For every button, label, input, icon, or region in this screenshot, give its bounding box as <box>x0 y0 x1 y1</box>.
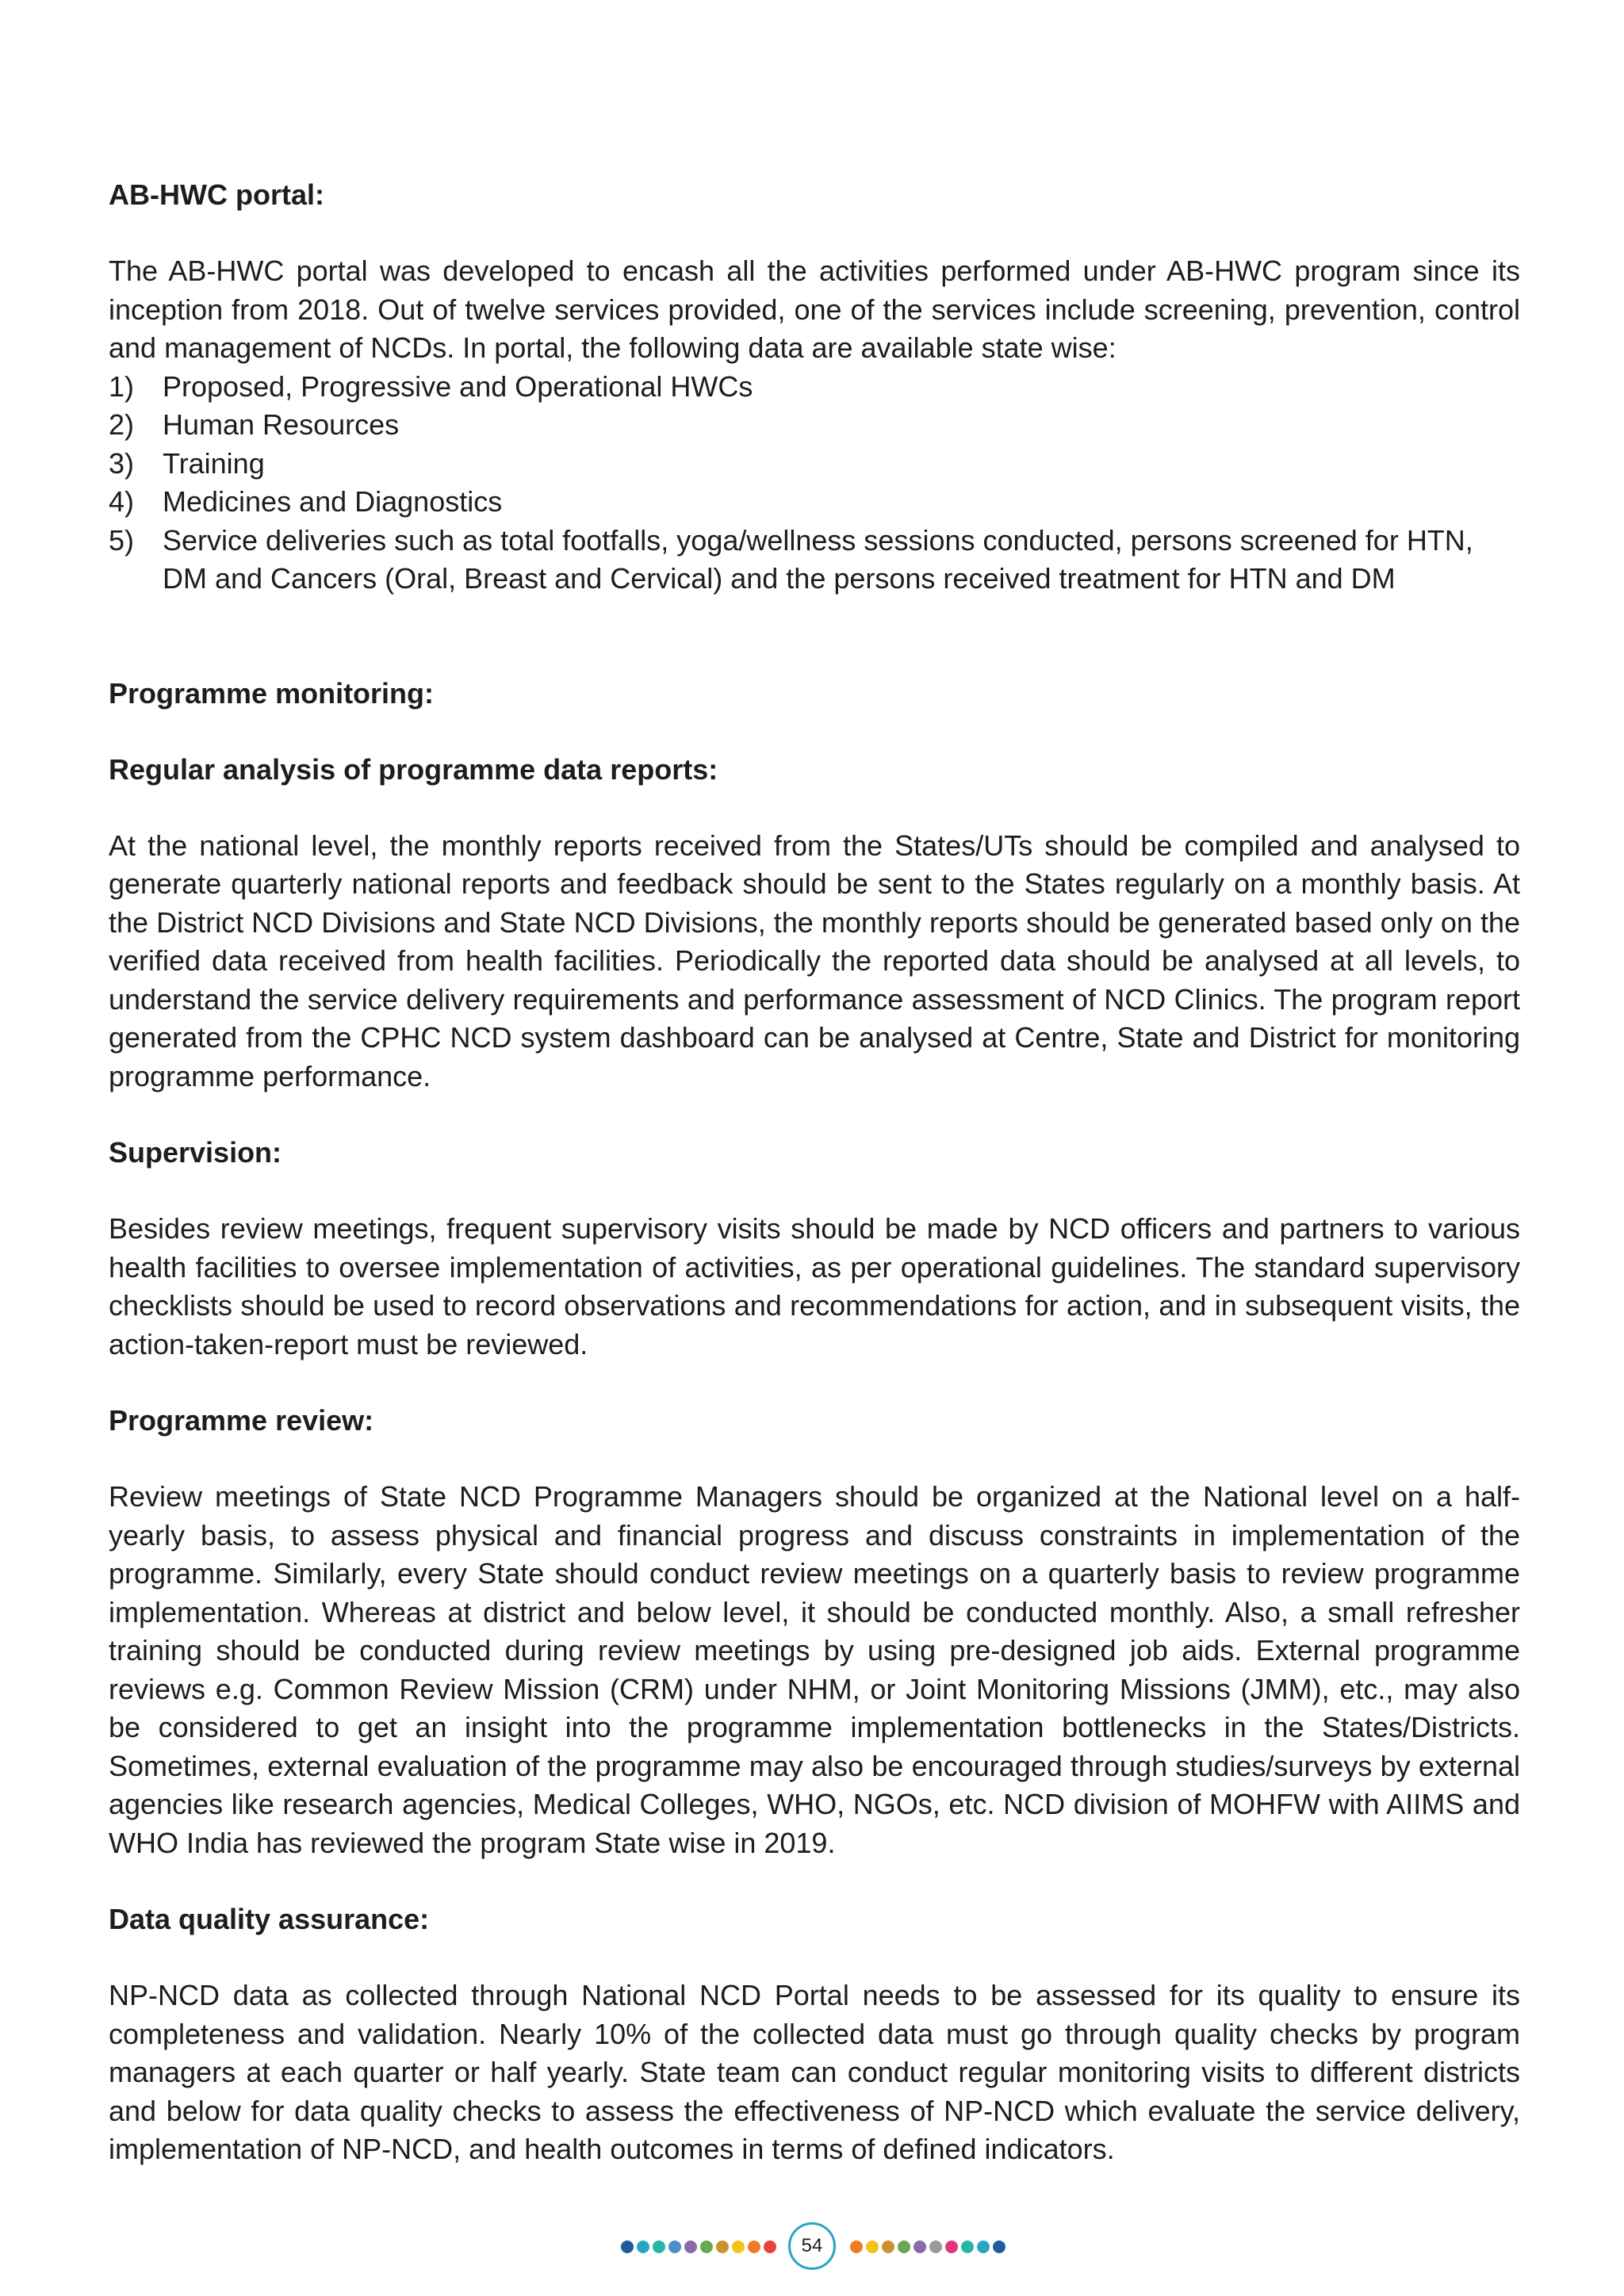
list-item: 2) Human Resources <box>109 408 400 441</box>
programme-review-heading: Programme review: <box>109 1404 374 1437</box>
footer-dot <box>882 2241 894 2253</box>
regular-analysis-heading: Regular analysis of programme data reports: <box>109 752 718 786</box>
footer-dot <box>684 2241 697 2253</box>
list-item: 3) Training <box>109 446 265 480</box>
footer-dot <box>977 2241 990 2253</box>
footer-dot <box>945 2241 958 2253</box>
footer-dot <box>732 2241 745 2253</box>
footer-dot <box>929 2241 942 2253</box>
footer-dot <box>637 2241 649 2253</box>
footer-dot <box>898 2241 910 2253</box>
list-item: 1) Proposed, Progressive and Operational HWCs <box>109 369 753 403</box>
footer-dot <box>700 2241 713 2253</box>
programme-review-body: Review meetings of State NCD Programme Managers should be organized at the National level on a half-yearly basis, to assess physical and financial progress and discuss constraints in implementation of the programme. Similarly, every State should conduct review meetings on a quarterly basis to review programme implementation. Whereas at district and below level, it should be conducted monthly. Also, a small refresher training should be conducted during review meetings by using pre-designed job aids. External programme reviews e.g. Common Review Mission (CRM) under NHM, or Joint Monitoring Missions (JMM), etc., may also be considered to get an insight into the programme implementation bottlenecks in the States/Districts. Sometimes, external evaluation of the programme may also be encouraged through studies/surveys by external agencies like research agencies, Medical Colleges, WHO, NGOs, etc. NCD division of MOHFW with AIIMS and WHO India has reviewed the program State wise in 2019. <box>109 1480 1520 1859</box>
abhwc-intro: The AB-HWC portal was developed to encash all the activities performed under AB-HWC program since its inception from 2018. Out of twelve services provided, one of the services include screening, prevention, control and management of NCDs. In portal, the following data are available state wise: <box>109 254 1520 364</box>
supervision-heading: Supervision: <box>109 1136 282 1169</box>
footer-dot <box>850 2241 863 2253</box>
footer-dot <box>993 2241 1005 2253</box>
data-quality-body: NP-NCD data as collected through National NCD Portal needs to be assessed for its quality to ensure its completeness and validation. Nearly 10% of the collected data must go through quality checks by program managers at each quarter or half yearly. State team can conduct regular monitoring visits to different districts and below for data quality checks to assess the effectiveness of NP-NCD which evaluate the service delivery, implementation of NP-NCD, and health outcomes in terms of defined indicators. <box>109 1979 1520 2165</box>
footer-dot <box>866 2241 879 2253</box>
abhwc-heading: AB-HWC portal: <box>109 178 324 211</box>
list-item: 4) Medicines and Diagnostics <box>109 485 503 518</box>
footer-dots-right <box>850 2241 1005 2253</box>
footer-dot <box>621 2241 634 2253</box>
footer-dot <box>914 2241 926 2253</box>
programme-monitoring-heading: Programme monitoring: <box>109 676 435 710</box>
page-number: 54 <box>788 2222 836 2270</box>
abhwc-data-list <box>109 368 1520 599</box>
supervision-body: Besides review meetings, frequent supervisory visits should be made by NCD officers and partners to various health facilities to oversee implementation of activities, as per operational guidelines. The standard supervisory checklists should be used to record observations and recommendations for action, and in subsequent visits, the action-taken-report must be reviewed. <box>109 1212 1520 1360</box>
footer-dot <box>748 2241 760 2253</box>
footer-dot <box>764 2241 776 2253</box>
data-quality-heading: Data quality assurance: <box>109 1903 430 1935</box>
footer-dot <box>668 2241 681 2253</box>
footer-dot <box>961 2241 974 2253</box>
list-item: 5) Service deliveries such as total footfalls, yoga/wellness sessions conducted, persons screened for HTN, DM and Cancers (Oral, Breast and Cervical) and the persons received treatment for HTN and DM <box>109 523 1473 595</box>
page-footer <box>0 2222 1624 2270</box>
footer-dot <box>716 2241 729 2253</box>
regular-analysis-body: At the national level, the monthly reports received from the States/UTs should be compiled and analysed to generate quarterly national reports and feedback should be sent to the States regularly on a monthly basis. At the District NCD Divisions and State NCD Divisions, the monthly reports should be generated based only on the verified data received from health facilities. Periodically the reported data should be analysed at all levels, to understand the service delivery requirements and performance assessment of NCD Clinics. The program report generated from the CPHC NCD system dashboard can be analysed at Centre, State and District for monitoring programme performance. <box>109 828 1520 1093</box>
document-page <box>109 176 1520 2169</box>
footer-dots-left <box>621 2241 776 2253</box>
footer-dot <box>653 2241 665 2253</box>
